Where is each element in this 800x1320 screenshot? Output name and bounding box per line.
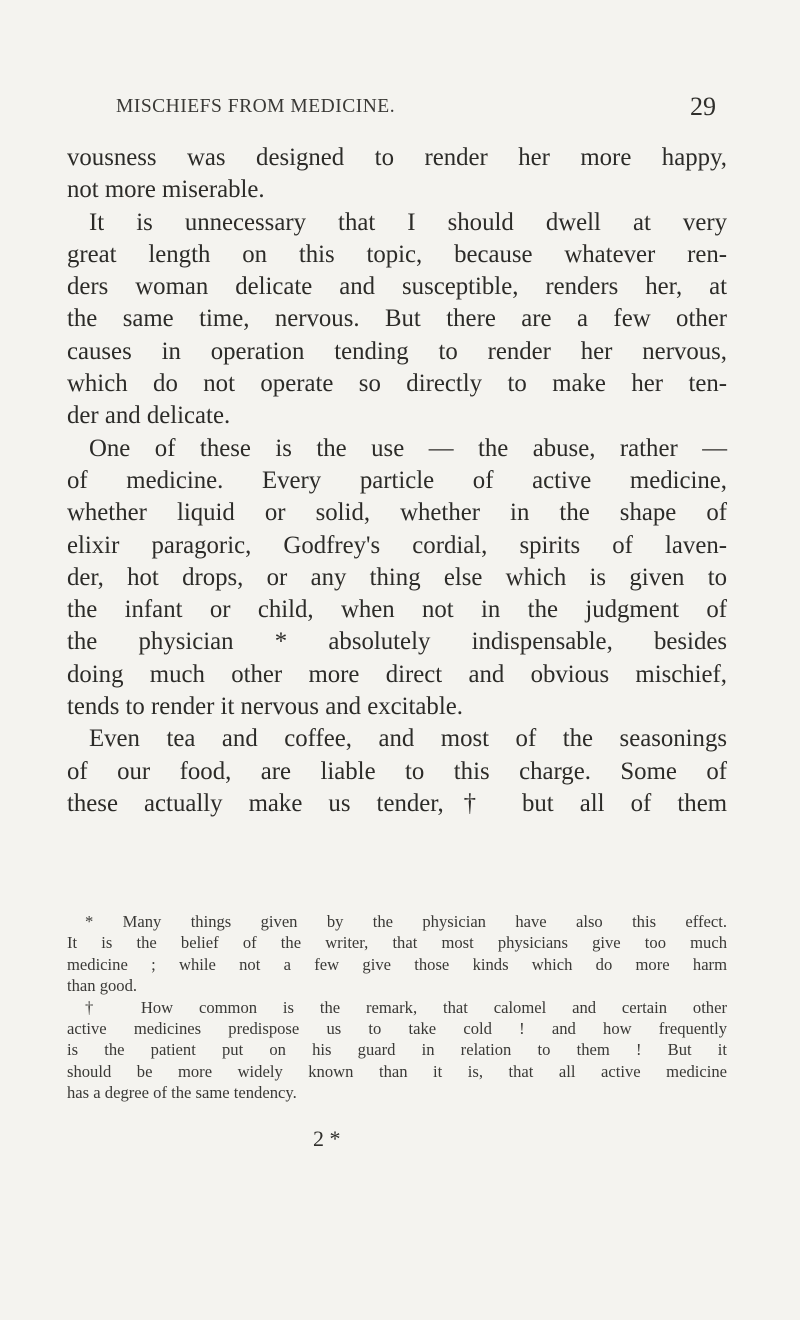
footnote-line: * Many things given by the physician have also this effect.: [85, 912, 727, 931]
body-line: ders woman delicate and susceptible, renders her, at: [67, 273, 727, 301]
body-line: der, hot drops, or any thing else which is given to: [67, 563, 727, 591]
body-line: of medicine. Every particle of active medicine,: [67, 466, 727, 494]
footnote-line: active medicines predispose us to take cold ! and how frequently: [67, 1018, 727, 1038]
footnote-line: is the patient put on his guard in relation to them ! But it: [67, 1040, 727, 1060]
body-line: which do not operate so directly to make her ten-: [67, 370, 727, 398]
page-number: 29: [690, 92, 716, 121]
body-line: Even tea and coffee, and most of the seasonings: [89, 725, 727, 753]
signature-mark: 2 *: [313, 1126, 341, 1151]
footnotes: [67, 911, 727, 1104]
body-text: [67, 142, 727, 820]
body-line: not more miserable.: [67, 176, 265, 204]
body-line: tends to render it nervous and excitable.: [67, 693, 463, 721]
running-title: MISCHIEFS FROM MEDICINE.: [116, 96, 396, 117]
body-line: these actually make us tender,† but all of them: [67, 789, 727, 817]
footnote-line: † How common is the remark, that calomel and certain other: [85, 997, 727, 1017]
body-line: causes in operation tending to render her nervous,: [67, 337, 727, 365]
body-line: der and delicate.: [67, 402, 231, 430]
body-line: great length on this topic, because whatever ren-: [67, 240, 727, 268]
body-line: the same time, nervous. But there are a few other: [67, 305, 727, 333]
running-head: [116, 92, 716, 126]
footnote-line: It is the belief of the writer, that most physicians give too much: [67, 933, 727, 953]
body-line: of our food, are liable to this charge. Some of: [67, 757, 727, 785]
body-line: One of these is the use — the abuse, rather —: [89, 434, 727, 462]
body-line: the infant or child, when not in the judgment of: [67, 596, 727, 624]
footnote-line: than good.: [67, 976, 138, 996]
footnote-line: has a degree of the same tendency.: [67, 1083, 297, 1103]
body-line: doing much other more direct and obvious mischief,: [67, 660, 727, 688]
body-line: It is unnecessary that I should dwell at very: [89, 208, 727, 236]
footnote-line: medicine ; while not a few give those kinds which do more harm: [67, 954, 727, 974]
body-line: vousness was designed to render her more happy,: [67, 144, 727, 171]
footnote-line: should be more widely known than it is, that all active medicine: [67, 1061, 727, 1081]
body-line: the physician * absolutely indispensable, besides: [67, 628, 727, 656]
body-line: whether liquid or solid, whether in the shape of: [67, 499, 727, 527]
body-line: elixir paragoric, Godfrey's cordial, spirits of laven-: [67, 531, 727, 559]
